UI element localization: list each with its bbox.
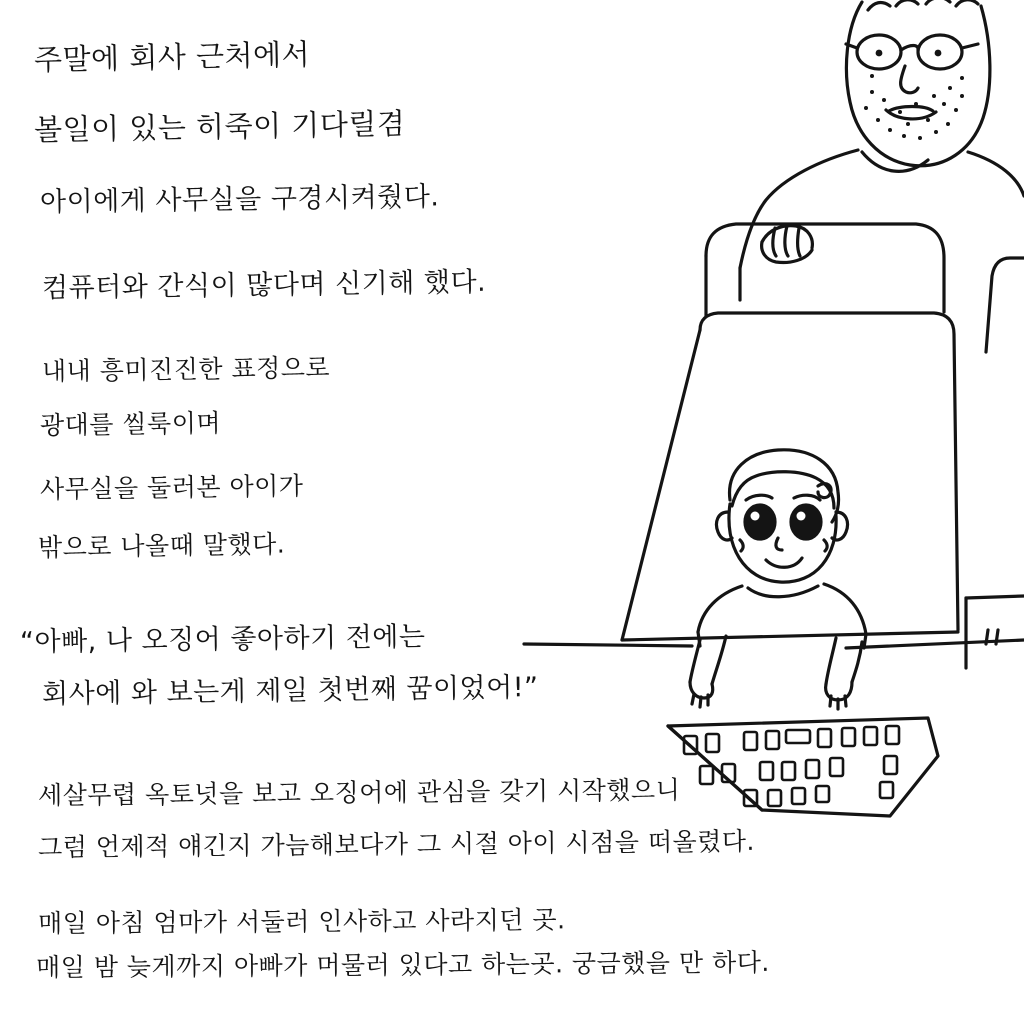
paragraph3-line-4: 밖으로 나올때 말했다. [37,529,286,562]
paragraph3-line-3: 사무실을 둘러본 아이가 [39,471,304,504]
adult-head [846,0,990,166]
quote-line-2: 회사에 와 보는게 제일 첫번째 꿈이었어!” [41,672,539,710]
paragraph5-line-2: 매일 밤 늦게까지 아빠가 머물러 있다고 하는곳. 궁금했을 만 하다. [35,947,770,982]
adult-body [740,150,1024,352]
paragraph4-line-1: 세살무렵 옥토넛을 보고 오징어에 관심을 갖기 시작했으니 [37,775,681,810]
office-chair [622,224,958,640]
paragraph1-line-1: 주말에 회사 근처에서 [33,37,311,77]
paragraph4-line-2: 그럼 언제적 얘긴지 가늠해보다가 그 시절 아이 시점을 떠올렸다. [37,826,756,862]
quote-line-1: “아빠, 나 오징어 좋아하기 전에는 [19,621,426,658]
paragraph1-line-2: 볼일이 있는 히죽이 기다릴겸 [33,106,406,147]
paragraph2-line-1: 컴퓨터와 간식이 많다며 신기해 했다. [41,266,487,304]
desk-side-object [966,596,1024,668]
paragraph1-line-3: 아이에게 사무실을 구경시켜줬다. [39,181,440,218]
paragraph5-line-1: 매일 아침 엄마가 서둘러 인사하고 사라지던 곳. [37,905,566,938]
desk-edge [524,640,1024,648]
paragraph3-line-1: 내내 흥미진진한 표정으로 [41,352,331,386]
keyboard [668,718,938,816]
child [690,450,866,709]
paragraph3-line-2: 광대를 씰룩이며 [39,408,222,440]
adult-hand [762,226,813,263]
